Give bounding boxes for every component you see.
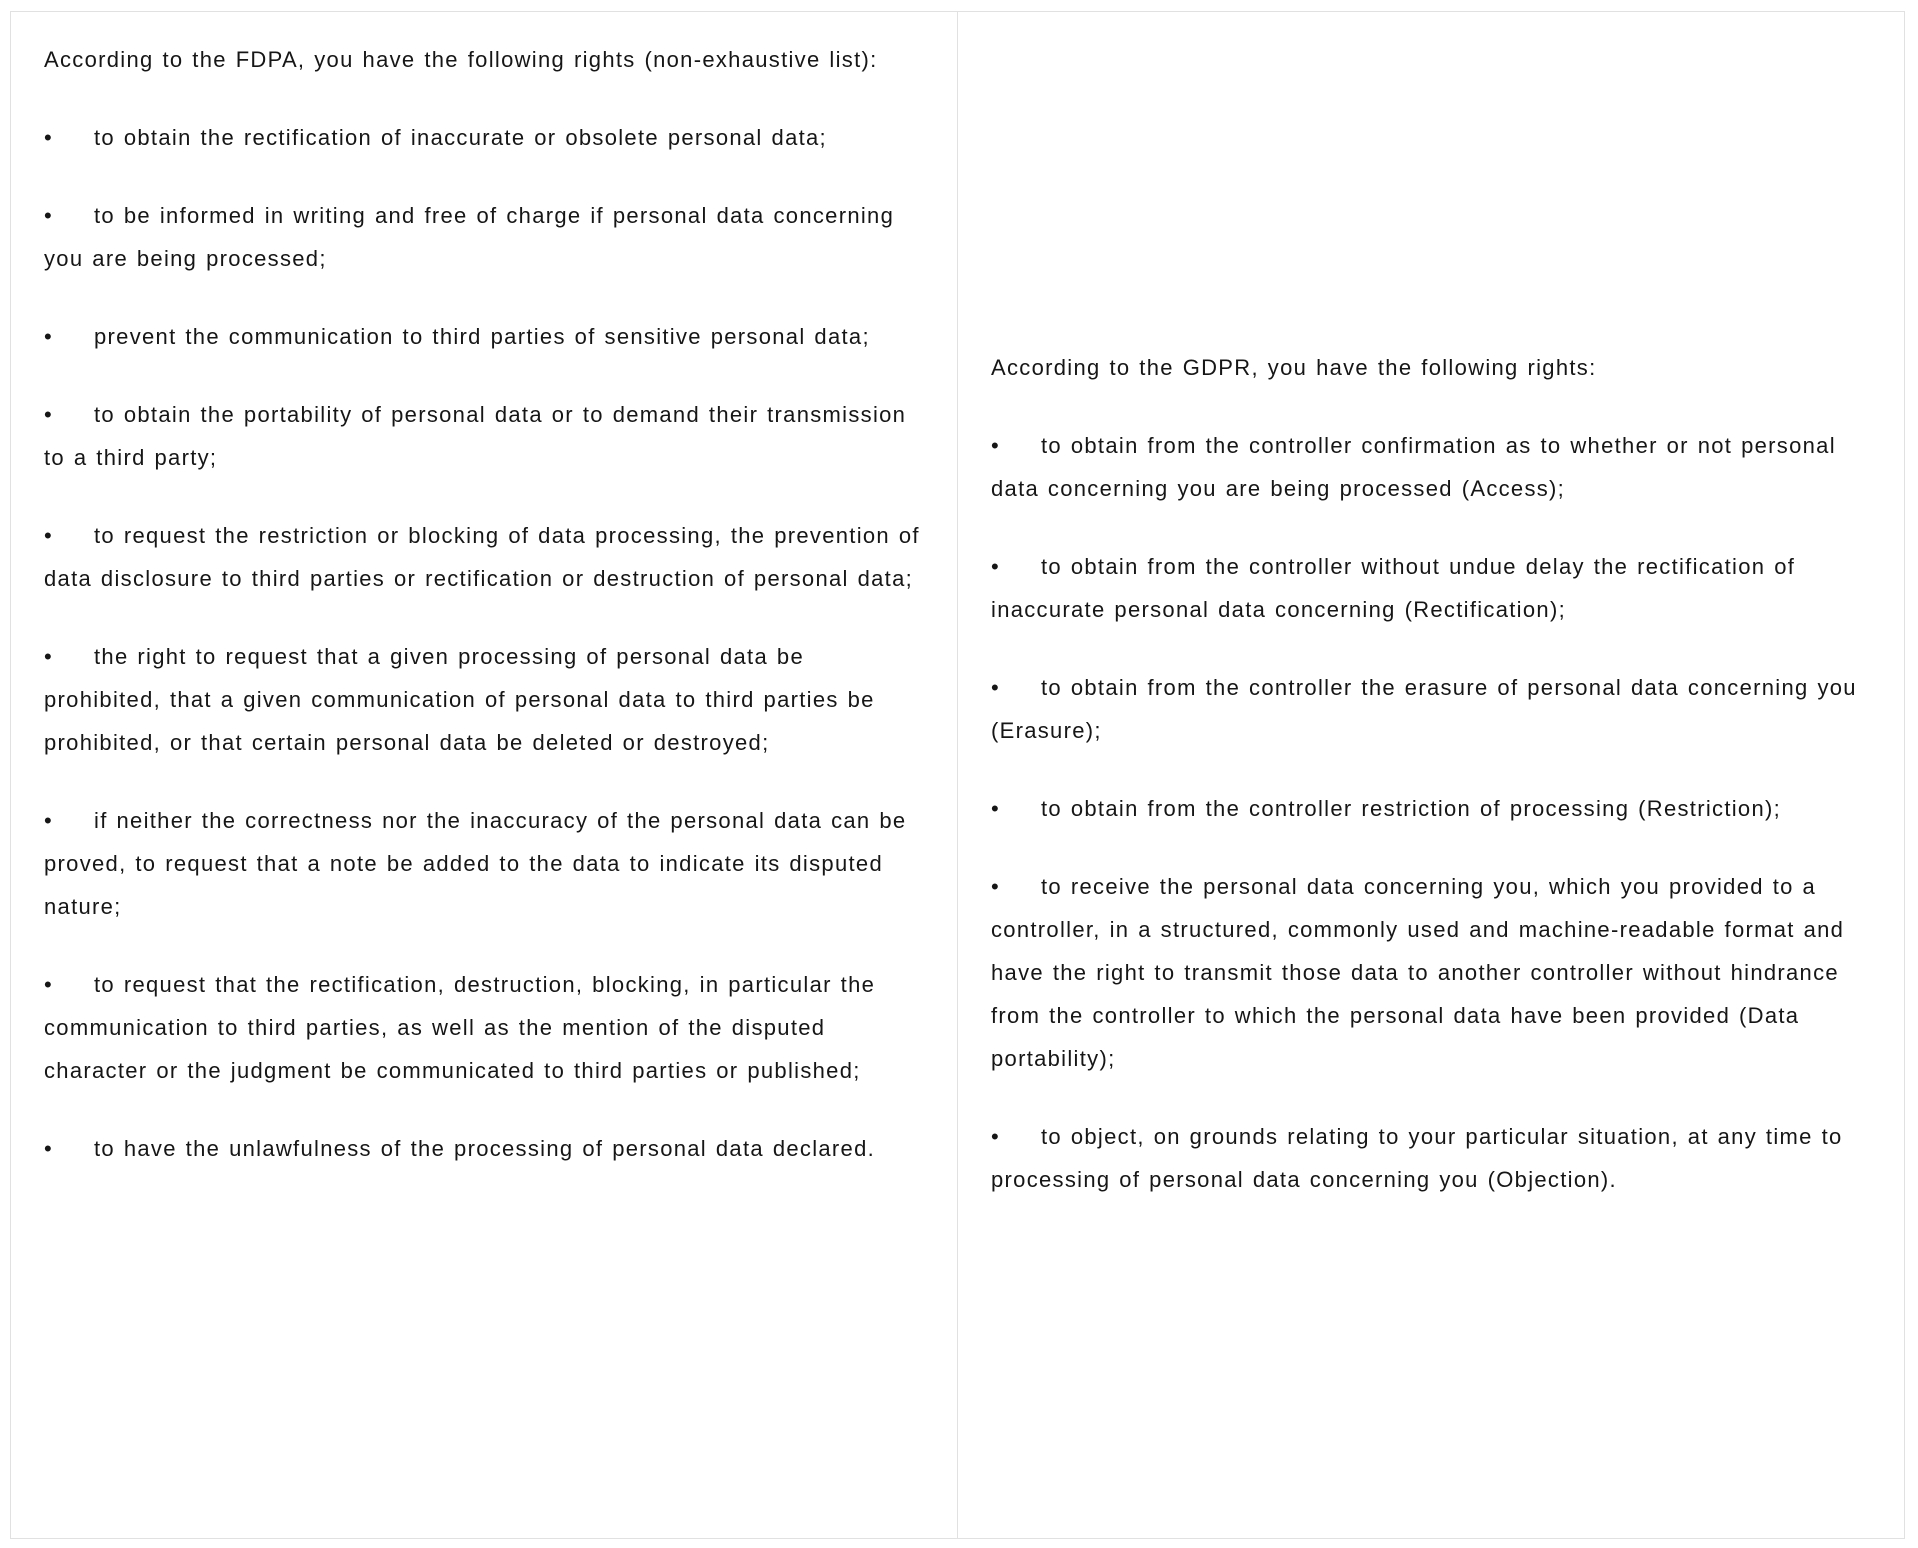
fdpa-bullet-item	[44, 1127, 924, 1170]
bullet-icon: •	[991, 873, 1001, 899]
rights-comparison-row	[11, 12, 1905, 1539]
fdpa-bullet-text: the right to request that a given processing of personal data be prohibited, that a given communication of personal data to third parties be prohibited, or that certain personal data be deleted or destroyed;	[44, 644, 875, 755]
fdpa-bullet-item	[44, 393, 924, 479]
gdpr-bullet-item	[991, 666, 1871, 752]
bullet-icon: •	[991, 1123, 1001, 1149]
bullet-icon: •	[991, 553, 1001, 579]
gdpr-bullet-text: to obtain from the controller the erasure of personal data concerning you (Erasure);	[991, 674, 1857, 743]
bullet-icon: •	[44, 972, 54, 997]
fdpa-bullet-text: if neither the correctness nor the inaccuracy of the personal data can be proved, to request that a note be added to the data to indicate its disputed nature;	[44, 808, 907, 919]
bullet-icon: •	[991, 432, 1001, 458]
bullet-icon: •	[991, 795, 1001, 821]
fdpa-bullet-item	[44, 963, 924, 1092]
gdpr-bullet-text: to receive the personal data concerning you, which you provided to a controller, in a structured, commonly used and machine-readable format and have the right to transmit those data to another controller without hindrance from the controller to which the personal data have been provided (Data portability);	[991, 873, 1845, 1071]
fdpa-bullet-text: to request that the rectification, destruction, blocking, in particular the communication to third parties, as well as the mention of the disputed character or the judgment be communicated to third parties or published;	[44, 972, 876, 1083]
gdpr-bullet-item	[991, 787, 1871, 830]
bullet-icon: •	[44, 1136, 54, 1161]
fdpa-bullet-item	[44, 799, 924, 928]
gdpr-bullet-text: to obtain from the controller restriction of processing (Restriction);	[1041, 795, 1782, 821]
rights-comparison-table	[10, 11, 1905, 1539]
gdpr-bullet-text: to obtain from the controller confirmation as to whether or not personal data concerning you are being processed (Access);	[991, 432, 1836, 501]
gdpr-column	[958, 12, 1905, 1539]
gdpr-bullet-item	[991, 865, 1871, 1080]
bullet-icon: •	[44, 808, 54, 833]
bullet-icon: •	[44, 402, 54, 427]
fdpa-bullet-text: to obtain the rectification of inaccurate or obsolete personal data;	[94, 125, 827, 150]
fdpa-bullet-item	[44, 635, 924, 764]
bullet-icon: •	[44, 523, 54, 548]
fdpa-intro: According to the FDPA, you have the following rights (non-exhaustive list):	[44, 47, 878, 72]
fdpa-bullet-item	[44, 514, 924, 600]
fdpa-bullet-item	[44, 315, 924, 358]
bullet-icon: •	[44, 644, 54, 669]
gdpr-intro: According to the GDPR, you have the following rights:	[991, 354, 1597, 380]
bullet-icon: •	[44, 125, 54, 150]
fdpa-bullet-text: to request the restriction or blocking of data processing, the prevention of data disclosure to third parties or rectification or destruction of personal data;	[44, 523, 920, 591]
fdpa-bullet-text: to have the unlawfulness of the processing of personal data declared.	[94, 1136, 876, 1161]
fdpa-bullet-text: to be informed in writing and free of charge if personal data concerning you are being processed;	[44, 203, 895, 271]
fdpa-bullet-item	[44, 116, 924, 159]
bullet-icon: •	[44, 324, 54, 349]
gdpr-bullet-text: to obtain from the controller without undue delay the rectification of inaccurate personal data concerning (Rectification);	[991, 553, 1796, 622]
gdpr-bullet-text: to object, on grounds relating to your particular situation, at any time to processing of personal data concerning you (Objection).	[991, 1123, 1843, 1192]
gdpr-bullet-item	[991, 1115, 1871, 1201]
bullet-icon: •	[991, 674, 1001, 700]
fdpa-bullet-text: prevent the communication to third parties of sensitive personal data;	[94, 324, 870, 349]
fdpa-bullet-text: to obtain the portability of personal data or to demand their transmission to a third party;	[44, 402, 907, 470]
fdpa-column	[11, 12, 958, 1539]
gdpr-bullet-item	[991, 545, 1871, 631]
fdpa-bullet-item	[44, 194, 924, 280]
gdpr-bullet-item	[991, 424, 1871, 510]
bullet-icon: •	[44, 203, 54, 228]
